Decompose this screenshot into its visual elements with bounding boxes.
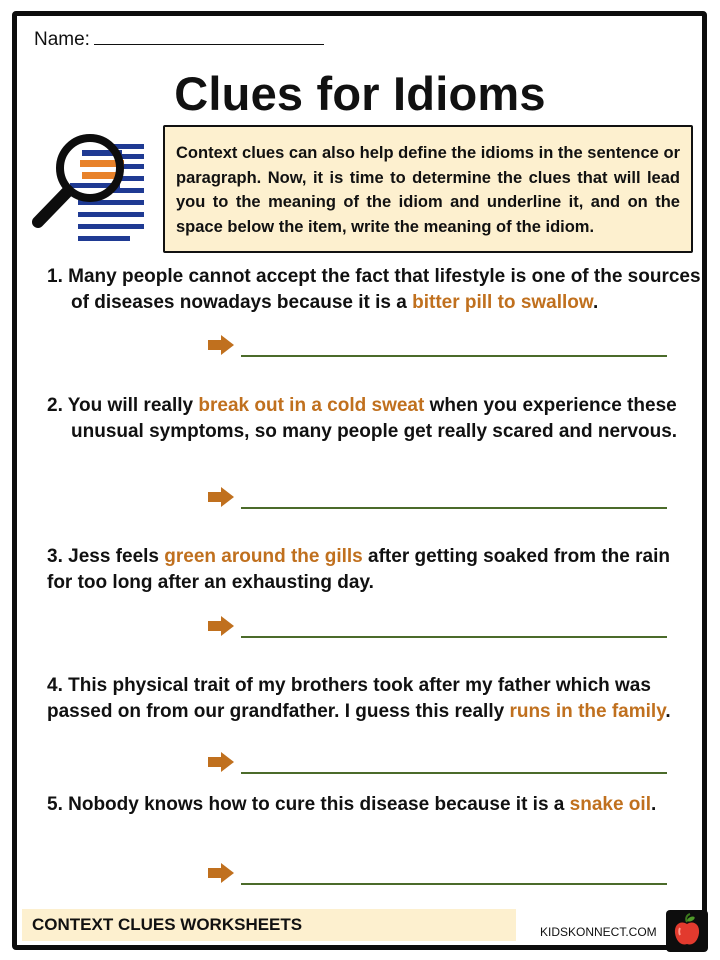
question-5: 5. Nobody knows how to cure this disease because it is a snake oil. [47, 794, 657, 815]
name-field [34, 28, 324, 51]
arrow-right-icon [208, 616, 234, 636]
instructions-box: Context clues can also help define the idioms in the sentence or paragraph. Now, it is time to determine the clues that will lead you to the meaning of the idiom and underline it, and on the space below the item, write the meaning of the idiom. [163, 125, 693, 253]
idiom-5: snake oil [569, 794, 651, 815]
arrow-right-icon [208, 335, 234, 355]
answer-line[interactable] [241, 507, 667, 509]
idiom-3: green around the gills [164, 546, 363, 567]
answer-line[interactable] [241, 772, 667, 774]
arrow-right-icon [208, 487, 234, 507]
site-credit: KIDSKONNECT.COM [540, 925, 657, 939]
page-title: Clues for Idioms [174, 67, 546, 120]
arrow-right-icon [208, 752, 234, 772]
question-1: 1. Many people cannot accept the fact that lifestyle is one of the sources of diseases nowadays because it is a bitter pill to swallow. [47, 266, 701, 313]
question-4: 4. This physical trait of my brothers took after my father which was passed on from our grandfather. I guess this really runs in the family. [47, 675, 671, 722]
name-blank-line[interactable] [94, 28, 324, 45]
answer-line[interactable] [241, 883, 667, 885]
idiom-2: break out in a cold sweat [198, 395, 425, 416]
arrow-right-icon [208, 863, 234, 883]
idiom-1: bitter pill to swallow [412, 292, 593, 313]
idiom-4: runs in the family [509, 701, 666, 722]
question-3: 3. Jess feels green around the gills after getting soaked from the rain for too long after an exhausting day. [47, 546, 670, 593]
question-2: 2. You will really break out in a cold sweat when you experience these unusual symptoms, so many people get really scared and nervous. [47, 395, 678, 442]
footer-label: CONTEXT CLUES WORKSHEETS [32, 915, 303, 934]
answer-line[interactable] [241, 355, 667, 357]
answer-line[interactable] [241, 636, 667, 638]
name-label: Name: [34, 29, 90, 50]
apple-logo-icon [666, 910, 708, 952]
magnifier-document-icon [30, 128, 158, 246]
